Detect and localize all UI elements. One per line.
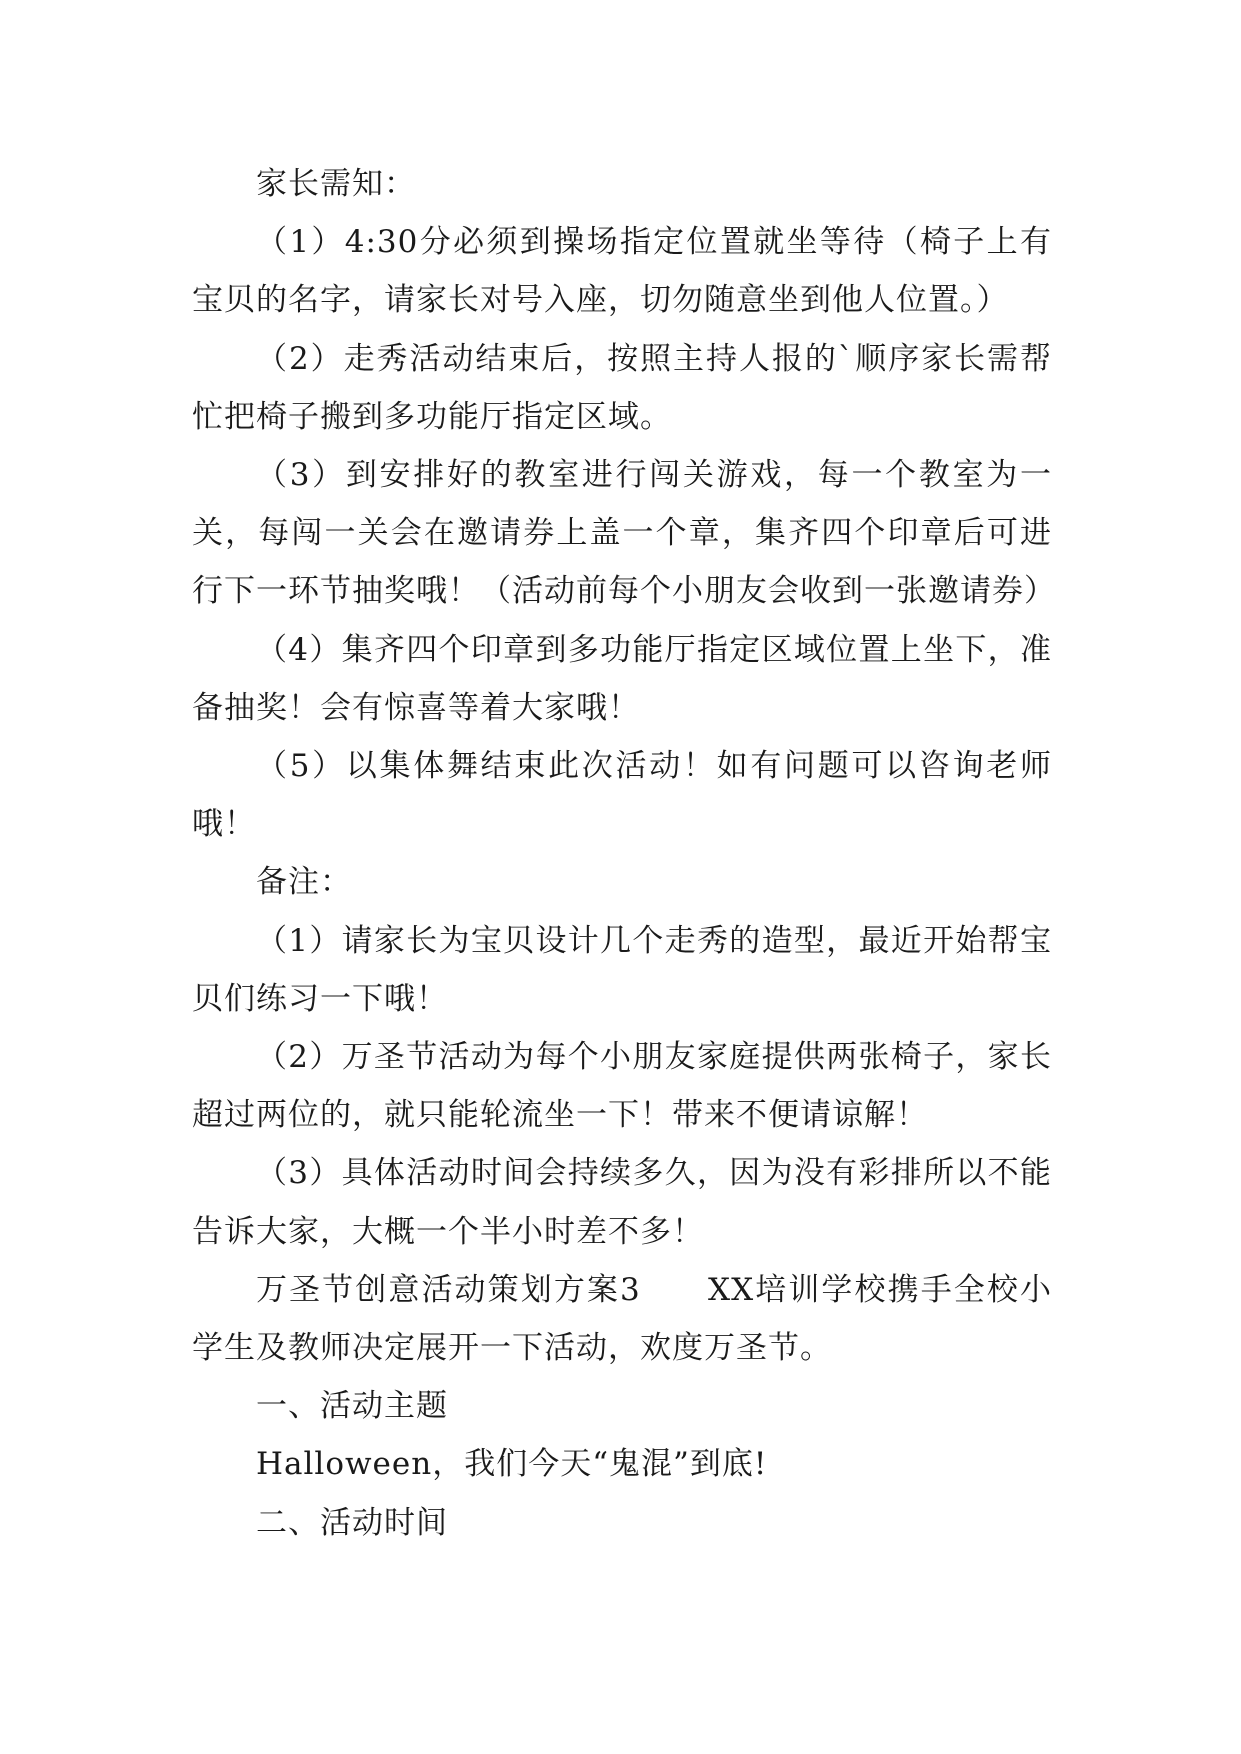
notice-item-2: （2）走秀活动结束后，按照主持人报的`顺序家长需帮忙把椅子搬到多功能厅指定区域。	[192, 340, 1052, 435]
remark-item-3: （3）具体活动时间会持续多久，因为没有彩排所以不能告诉大家，大概一个半小时差不多！	[192, 1155, 1052, 1250]
theme-text: Halloween，我们今天“鬼混”到底!	[256, 1446, 768, 1483]
notice-item-3: （3）到安排好的教室进行闯关游戏，每一个教室为一关，每闯一关会在邀请券上盖一个章，集齐四个印章后可进行下一环节抽奖哦！（活动前每个小朋友会收到一张邀请券）	[192, 457, 1056, 610]
section-time-heading: 二、活动时间	[256, 1504, 448, 1541]
section-theme-heading: 一、活动主题	[256, 1388, 448, 1425]
notice-item-1: （1）4:30分必须到操场指定位置就坐等待（椅子上有宝贝的名字，请家长对号入座，切勿随意坐到他人位置。）	[192, 224, 1052, 319]
notice-item-4: （4）集齐四个印章到多功能厅指定区域位置上坐下，准备抽奖！会有惊喜等着大家哦！	[192, 631, 1052, 726]
document-body	[192, 155, 1056, 1552]
remarks-heading: 备注：	[256, 864, 352, 901]
plan-3-intro: 万圣节创意活动策划方案3 XX培训学校携手全校小学生及教师决定展开一下活动，欢度万圣节。	[192, 1271, 1052, 1367]
notice-item-5: （5）以集体舞结束此次活动！如有问题可以咨询老师哦！	[192, 748, 1052, 843]
remark-item-2: （2）万圣节活动为每个小朋友家庭提供两张椅子，家长超过两位的，就只能轮流坐一下！带来不便请谅解！	[192, 1039, 1052, 1134]
remark-item-1: （1）请家长为宝贝设计几个走秀的造型，最近开始帮宝贝们练习一下哦！	[192, 922, 1052, 1017]
parents-notice-heading: 家长需知：	[256, 166, 416, 202]
